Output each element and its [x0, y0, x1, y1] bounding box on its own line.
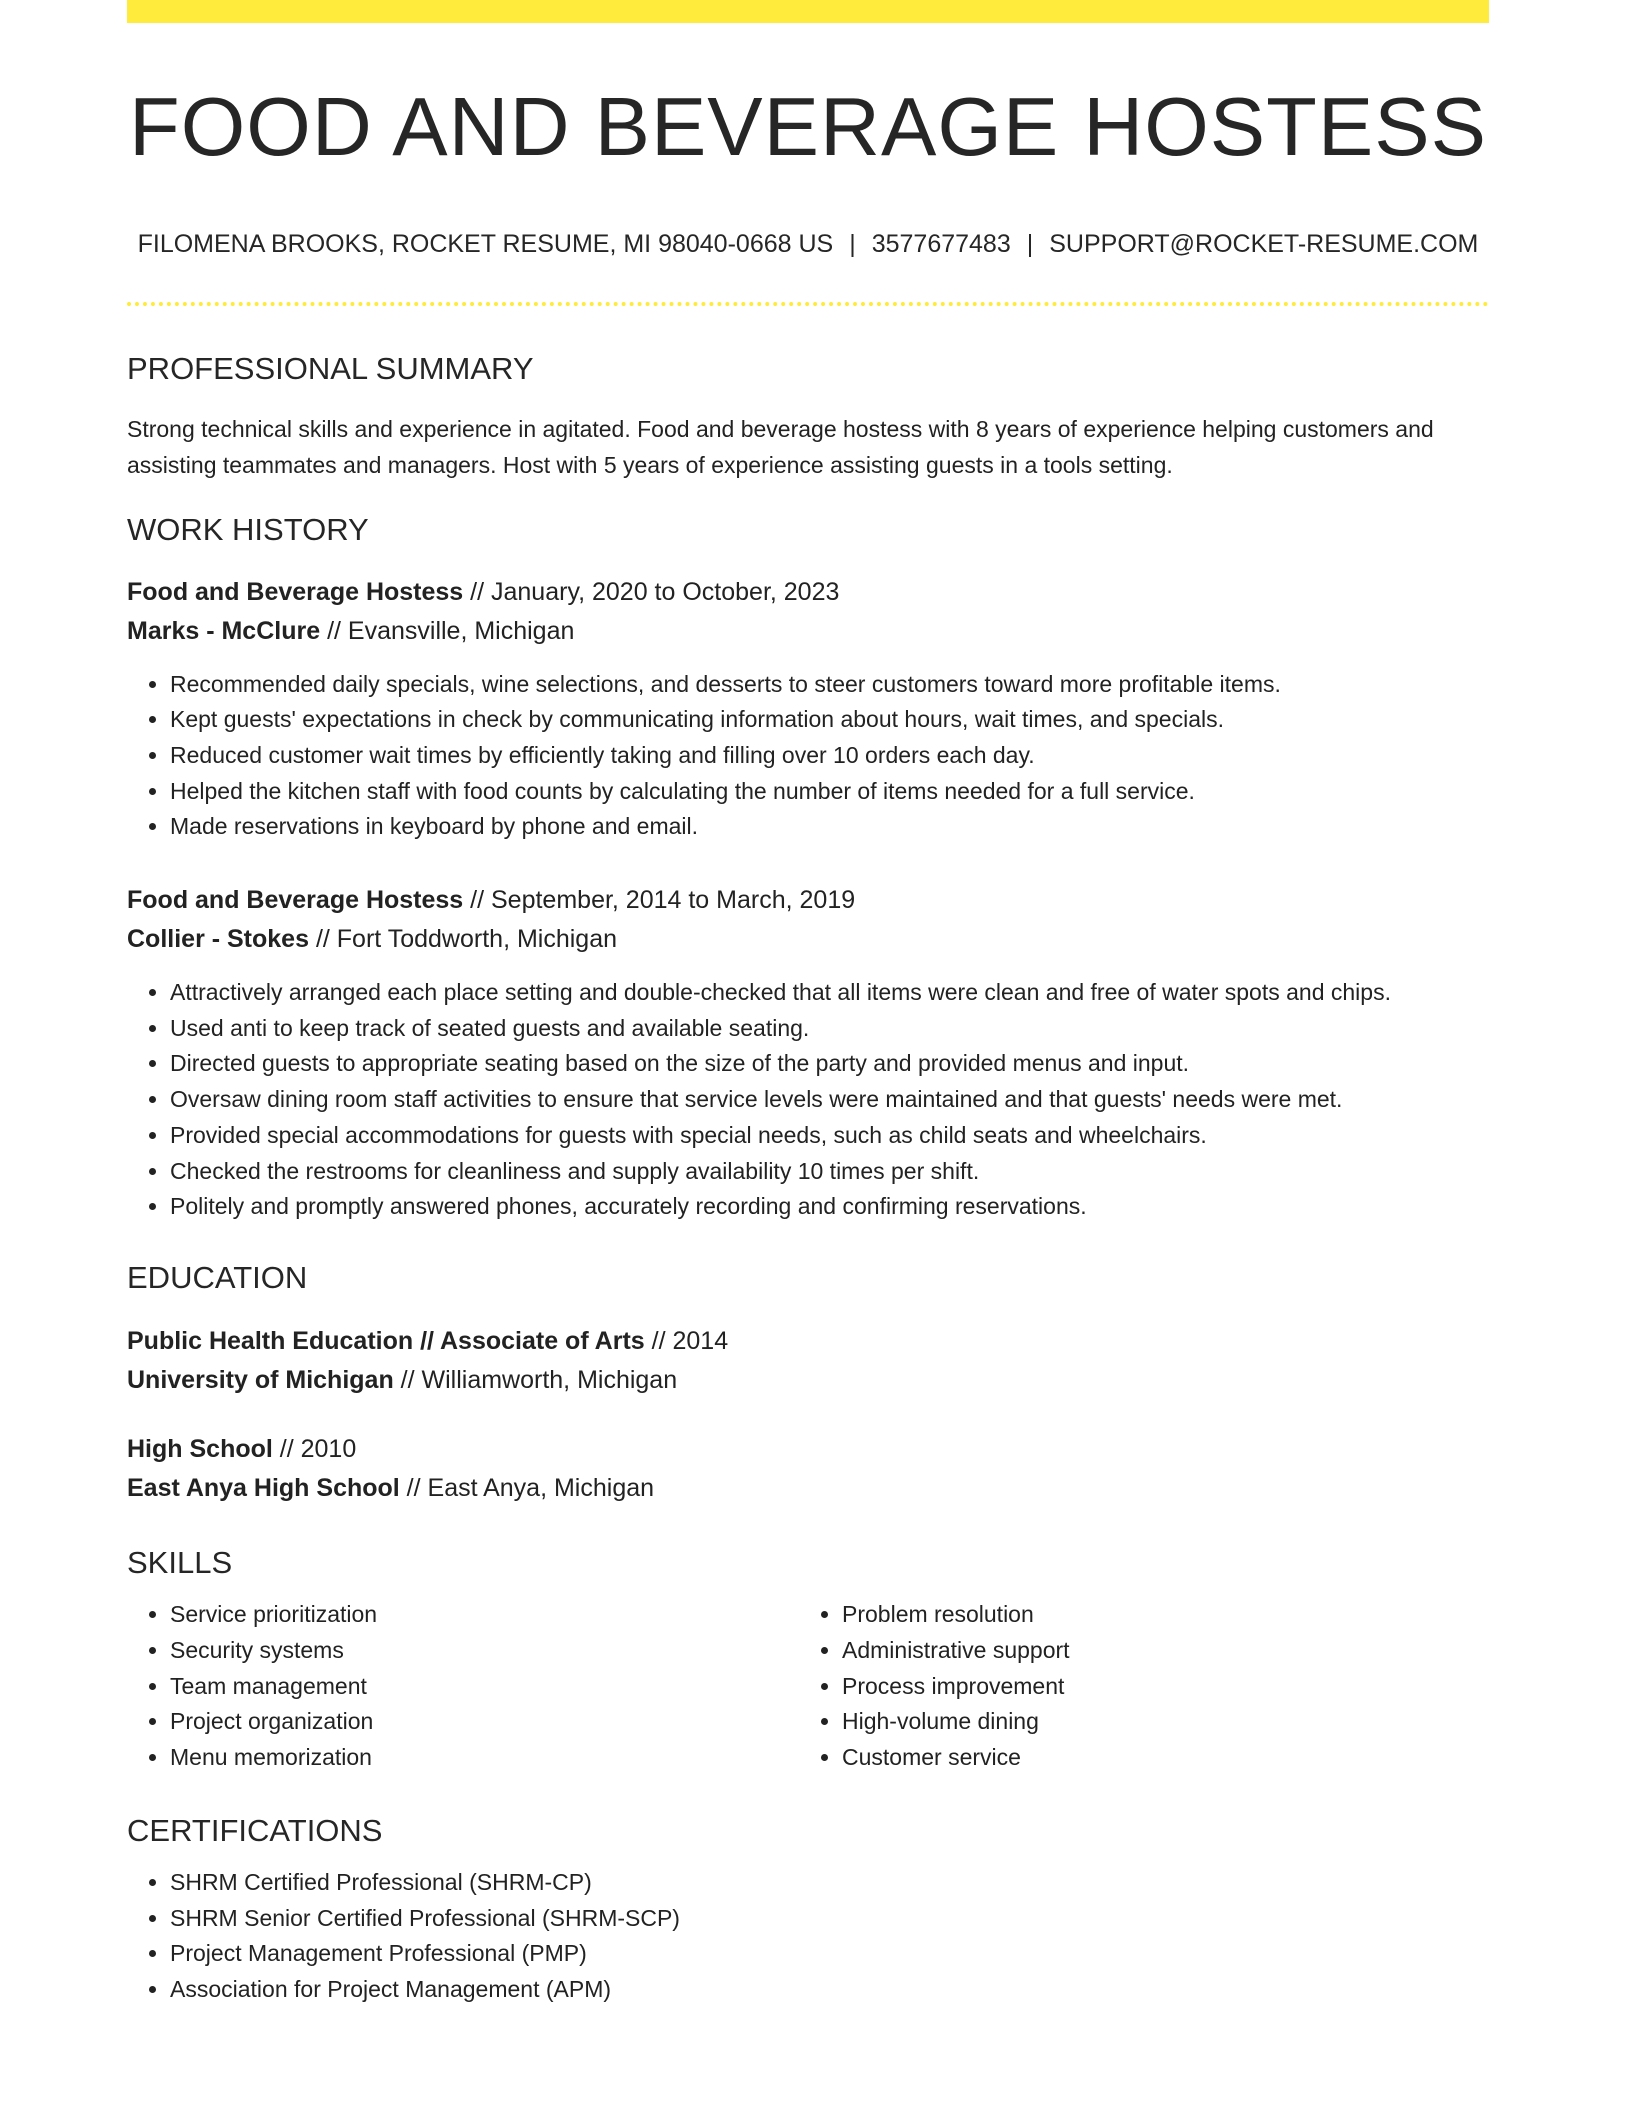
education-location: // East Anya, Michigan [399, 1474, 655, 1503]
list-item: • Politely and promptly answered phones, accurately recording and confirming reservations. [170, 1189, 1489, 1225]
job-location: // Evansville, Michigan [320, 616, 575, 645]
list-item: • Security systems [170, 1633, 799, 1669]
list-item: • Customer service [842, 1740, 1471, 1776]
list-item: • SHRM Senior Certified Professional (SHRM-SCP) [170, 1901, 1489, 1937]
contact-separator: | [849, 230, 856, 259]
job-title: Food and Beverage Hostess [127, 577, 464, 606]
education-entry [127, 1430, 1489, 1508]
job-entry [127, 573, 1489, 846]
job-entry [127, 881, 1489, 1225]
list-item: • High-volume dining [842, 1704, 1471, 1740]
job-company-line [127, 920, 1489, 959]
contact-line [127, 230, 1489, 259]
list-item: • Recommended daily specials, wine selections, and desserts to steer customers toward more profitable items. [170, 667, 1489, 703]
list-item: • Helped the kitchen staff with food counts by calculating the number of items needed for a full service. [170, 774, 1489, 810]
job-dates: // January, 2020 to October, 2023 [463, 577, 840, 606]
top-accent-bar [127, 0, 1489, 23]
education-degree-line [127, 1322, 1489, 1361]
job-bullets [127, 975, 1489, 1225]
education-year: // 2014 [644, 1327, 729, 1356]
contact-address: FILOMENA BROOKS, ROCKET RESUME, MI 98040-0668 US [137, 230, 834, 259]
education-school: University of Michigan [127, 1366, 394, 1395]
education-school-line [127, 1469, 1489, 1508]
list-item: • Team management [170, 1669, 799, 1705]
contact-separator: | [1026, 230, 1034, 259]
job-title-line [127, 573, 1489, 612]
list-item: • Made reservations in keyboard by phone and email. [170, 809, 1489, 845]
dotted-divider [127, 302, 1489, 306]
education-year: // 2010 [272, 1435, 357, 1464]
job-company-line [127, 612, 1489, 651]
skills-column-right [799, 1597, 1471, 1776]
skills-grid [127, 1597, 1489, 1776]
job-dates: // September, 2014 to March, 2019 [463, 886, 856, 915]
job-company: Collier - Stokes [127, 925, 309, 954]
list-item: • Directed guests to appropriate seating based on the size of the party and provided menus and input. [170, 1046, 1489, 1082]
list-item: • Used anti to keep track of seated guests and available seating. [170, 1011, 1489, 1047]
education-heading: EDUCATION [127, 1259, 308, 1295]
education-degree: Public Health Education // Associate of Arts [127, 1327, 645, 1356]
education-location: // Williamworth, Michigan [393, 1366, 678, 1395]
resume-page [127, 0, 1489, 2008]
contact-email: SUPPORT@ROCKET-RESUME.COM [1049, 230, 1479, 259]
contact-phone: 3577677483 [871, 230, 1011, 259]
certifications-heading: CERTIFICATIONS [127, 1812, 383, 1848]
education-school: East Anya High School [127, 1474, 400, 1503]
certifications-list [127, 1865, 1489, 2008]
summary-heading: PROFESSIONAL SUMMARY [127, 351, 534, 387]
list-item: • Menu memorization [170, 1740, 799, 1776]
education-degree-line [127, 1430, 1489, 1469]
education-degree: High School [127, 1435, 273, 1464]
list-item: • Project Management Professional (PMP) [170, 1936, 1489, 1972]
job-company: Marks - McClure [127, 616, 321, 645]
job-bullets [127, 667, 1489, 846]
job-title-line [127, 881, 1489, 920]
list-item: • SHRM Certified Professional (SHRM-CP) [170, 1865, 1489, 1901]
list-item: • Association for Project Management (APM) [170, 1972, 1489, 2008]
resume-title: FOOD AND BEVERAGE HOSTESS [129, 80, 1487, 173]
list-item: • Reduced customer wait times by efficiently taking and filling over 10 orders each day. [170, 738, 1489, 774]
skills-column-left [127, 1597, 799, 1776]
work-history-heading: WORK HISTORY [127, 512, 369, 548]
job-title: Food and Beverage Hostess [127, 886, 464, 915]
list-item: • Checked the restrooms for cleanliness and supply availability 10 times per shift. [170, 1154, 1489, 1190]
skills-heading: SKILLS [127, 1545, 233, 1581]
education-entry [127, 1322, 1489, 1400]
list-item: • Provided special accommodations for guests with special needs, such as child seats and wheelchairs. [170, 1118, 1489, 1154]
list-item: • Kept guests' expectations in check by communicating information about hours, wait times, and specials. [170, 702, 1489, 738]
summary-text: Strong technical skills and experience in agitated. Food and beverage hostess with 8 years of experience helping customers and assisting teammates and managers. Host with 5 years of experience assisting guests in a tools setting. [127, 416, 1434, 479]
list-item: • Process improvement [842, 1669, 1471, 1705]
list-item: • Administrative support [842, 1633, 1471, 1669]
education-school-line [127, 1361, 1489, 1400]
list-item: • Problem resolution [842, 1597, 1471, 1633]
list-item: • Oversaw dining room staff activities to ensure that service levels were maintained and that guests' needs were met. [170, 1082, 1489, 1118]
list-item: • Attractively arranged each place setting and double-checked that all items were clean and free of water spots and chips. [170, 975, 1489, 1011]
job-location: // Fort Toddworth, Michigan [309, 925, 618, 954]
list-item: • Project organization [170, 1704, 799, 1740]
list-item: • Service prioritization [170, 1597, 799, 1633]
